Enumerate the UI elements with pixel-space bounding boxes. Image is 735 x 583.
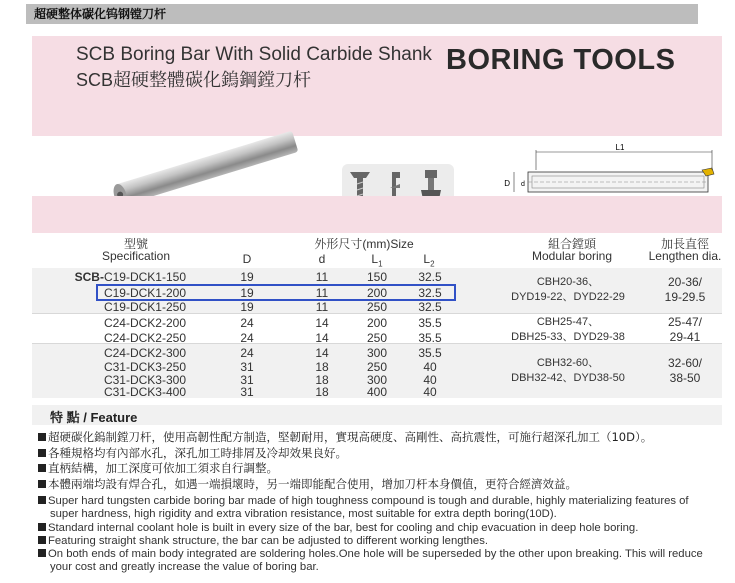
cell-L1: 200 xyxy=(366,316,388,330)
table-divider xyxy=(32,313,722,314)
col-ext-zh: 加長直徑 xyxy=(660,237,709,251)
col-L2-letter: L xyxy=(423,252,431,266)
cell-L2: 35.5 xyxy=(418,346,442,360)
feature-list-english xyxy=(38,495,728,575)
cell-d: 14 xyxy=(315,346,329,360)
bullet-icon xyxy=(38,449,46,457)
table-row xyxy=(32,385,492,400)
page-topbar-title: 超硬整体碳化钨钢镗刀杆 xyxy=(26,4,698,24)
cell-d: 14 xyxy=(315,316,329,330)
table-row xyxy=(32,270,492,285)
brand-label: BORING TOOLS xyxy=(446,44,676,76)
cell-L1: 250 xyxy=(366,331,388,345)
bullet-icon xyxy=(38,496,46,504)
group-heads-line: CBH20-36、 xyxy=(536,276,600,288)
cell-L1: 250 xyxy=(366,300,388,312)
cell-d: 14 xyxy=(315,331,329,345)
cell-D: 19 xyxy=(240,286,254,300)
col-L1 xyxy=(362,252,392,268)
bullet-icon xyxy=(38,536,46,544)
bullet-icon xyxy=(38,523,46,531)
feature-text: 各種規格均有內部水孔，深孔加工時排屑及冷却效果良好。 xyxy=(48,445,347,460)
cell-L2: 40 xyxy=(423,360,437,374)
title-english: SCB Boring Bar With Solid Carbide Shank xyxy=(76,44,432,65)
model-code: C19-DCK1-150 xyxy=(103,270,186,284)
label-D: D xyxy=(504,179,510,188)
row-model: C31-DCK3-300 xyxy=(103,373,186,387)
cell-L1: 250 xyxy=(366,360,388,374)
feature-title: 特 點 / Feature xyxy=(50,410,138,425)
cell-D: 31 xyxy=(240,373,254,387)
cell-d: 18 xyxy=(315,360,329,374)
feature-item-en xyxy=(38,535,728,548)
cell-L1: 200 xyxy=(366,286,388,300)
model-prefix: SCB- xyxy=(74,270,104,284)
cell-D: 24 xyxy=(240,316,254,330)
cell-L2: 32.5 xyxy=(418,270,442,284)
cell-d: 18 xyxy=(315,373,329,387)
feature-item-en xyxy=(38,548,728,561)
group-heads-line: DBH25-33、DYD29-38 xyxy=(511,331,625,343)
table-row xyxy=(32,316,492,331)
cell-D: 24 xyxy=(240,346,254,360)
cell-L2: 40 xyxy=(423,373,437,387)
group-heads-line: DYD19-22、DYD22-29 xyxy=(511,291,625,303)
label-d: d xyxy=(521,181,525,188)
feature-text: 超硬碳化鎢制鏜刀杆，使用高韌性配方制造，堅韌耐用，實現高硬度、高剛性、高抗震性，可施行超深孔加工（10D）。 xyxy=(48,430,653,444)
cell-D: 31 xyxy=(240,385,254,399)
bullet-icon xyxy=(38,433,46,441)
table-row xyxy=(32,331,492,346)
bullet-icon xyxy=(38,549,46,557)
group-ext-line: 29-41 xyxy=(669,330,701,344)
col-ext-en: Lengthen dia. xyxy=(648,249,722,263)
row-highlight-box xyxy=(96,284,456,301)
cell-L2: 35.5 xyxy=(418,316,442,330)
cell-L2: 32.5 xyxy=(418,286,442,300)
feature-text: Super hard tungsten carbide boring bar made of high toughness compound is tough and durable, highly materializing features of xyxy=(48,495,689,507)
row-model: C24-DCK2-300 xyxy=(103,346,186,360)
feature-item-en xyxy=(38,495,728,508)
cell-d: 11 xyxy=(315,286,329,300)
cell-L1: 300 xyxy=(366,373,388,387)
table-row xyxy=(32,346,492,361)
title-chinese: SCB超硬整體碳化鎢鋼鏜刀杆 xyxy=(76,70,312,90)
bullet-icon xyxy=(38,480,46,488)
feature-text: 直柄結構，加工深度可依加工須求自行調整。 xyxy=(48,461,278,475)
bullet-icon xyxy=(38,464,46,472)
col-heads-en: Modular boring xyxy=(531,249,613,263)
cell-D: 31 xyxy=(240,360,254,374)
table-header xyxy=(32,196,722,233)
group-ext-line: 32-60/ xyxy=(667,356,703,370)
group-ext-1 xyxy=(645,275,725,305)
cell-L2: 32.5 xyxy=(418,300,442,312)
group-heads-line: CBH32-60、 xyxy=(536,357,600,369)
cell-D: 19 xyxy=(240,270,254,284)
cell-L1: 300 xyxy=(366,346,388,360)
group-ext-3 xyxy=(645,356,725,386)
feature-text: 本體兩端均設有焊合孔，如遇一端損壞時，另一端即能配合使用，增加刀杆本身價值，更符合經濟效益。 xyxy=(48,476,577,491)
cell-D: 24 xyxy=(240,331,254,345)
group-ext-line: 25-47/ xyxy=(667,315,703,329)
row-model: C31-DCK3-250 xyxy=(103,360,186,374)
cell-d: 11 xyxy=(315,300,329,312)
col-D: D xyxy=(242,252,252,266)
feature-text: Standard internal coolant hole is built in every size of the bar, best for cooling and chip evacuation in deep hole boring. xyxy=(48,521,639,534)
feature-item-en-cont: super hardness, high rigidity and extra vibration resistance, most suitable for extra depth boring(10D). xyxy=(50,508,557,521)
cell-L2: 40 xyxy=(423,385,437,399)
col-d: d xyxy=(318,252,326,266)
group-heads-line: DBH32-42、DYD38-50 xyxy=(511,372,625,384)
feature-item-en-cont: your cost and greatly increase the value of boring bar. xyxy=(50,561,319,574)
row-model: C24-DCK2-250 xyxy=(103,331,186,345)
group-ext-line: 20-36/ xyxy=(667,275,703,289)
group-heads-1 xyxy=(498,275,638,305)
group-ext-line: 19-29.5 xyxy=(664,290,706,304)
group-ext-2 xyxy=(645,315,725,345)
row-model: C19-DCK1-200 xyxy=(103,286,186,300)
feature-item-zh xyxy=(38,461,718,477)
cell-d: 11 xyxy=(315,270,329,284)
group-ext-line: 38-50 xyxy=(669,371,701,385)
feature-text: Featuring straight shank structure, the bar can be adjusted to different working lengthes. xyxy=(48,534,488,547)
cell-L2: 35.5 xyxy=(418,331,442,345)
feature-item-zh xyxy=(38,446,718,462)
table-row xyxy=(32,300,492,312)
group-heads-2 xyxy=(498,315,638,345)
col-size-title: 外形尺寸(mm)Size xyxy=(314,237,414,251)
cell-L1: 150 xyxy=(366,270,388,284)
feature-list-chinese xyxy=(38,430,718,492)
cell-d: 18 xyxy=(315,385,329,399)
cell-D: 19 xyxy=(240,300,254,312)
label-l1: L1 xyxy=(615,143,625,152)
feature-text: On both ends of main body integrated are soldering holes.One hole will be superseded by the other upon breaking. This will reduce xyxy=(48,548,703,561)
group-heads-line: CBH25-47、 xyxy=(536,316,600,328)
feature-item-zh xyxy=(38,430,718,446)
row-model xyxy=(36,270,186,284)
catalog-header xyxy=(32,36,722,136)
row-model: C24-DCK2-200 xyxy=(103,316,186,330)
group-heads-3 xyxy=(498,356,638,386)
row-model: C19-DCK1-250 xyxy=(103,300,186,312)
col-L2 xyxy=(414,252,444,268)
col-L1-letter: L xyxy=(371,252,379,266)
feature-item-zh xyxy=(38,477,718,493)
col-heads-zh: 組合鏜頭 xyxy=(547,237,596,251)
col-L2-sub: 2 xyxy=(430,259,435,269)
col-L1-sub: 1 xyxy=(378,259,383,269)
row-model: C31-DCK3-400 xyxy=(103,385,186,399)
col-model-en: Specification xyxy=(101,249,171,263)
cell-L1: 400 xyxy=(366,385,388,399)
feature-item-en xyxy=(38,522,728,535)
col-model-zh: 型號 xyxy=(123,237,148,251)
